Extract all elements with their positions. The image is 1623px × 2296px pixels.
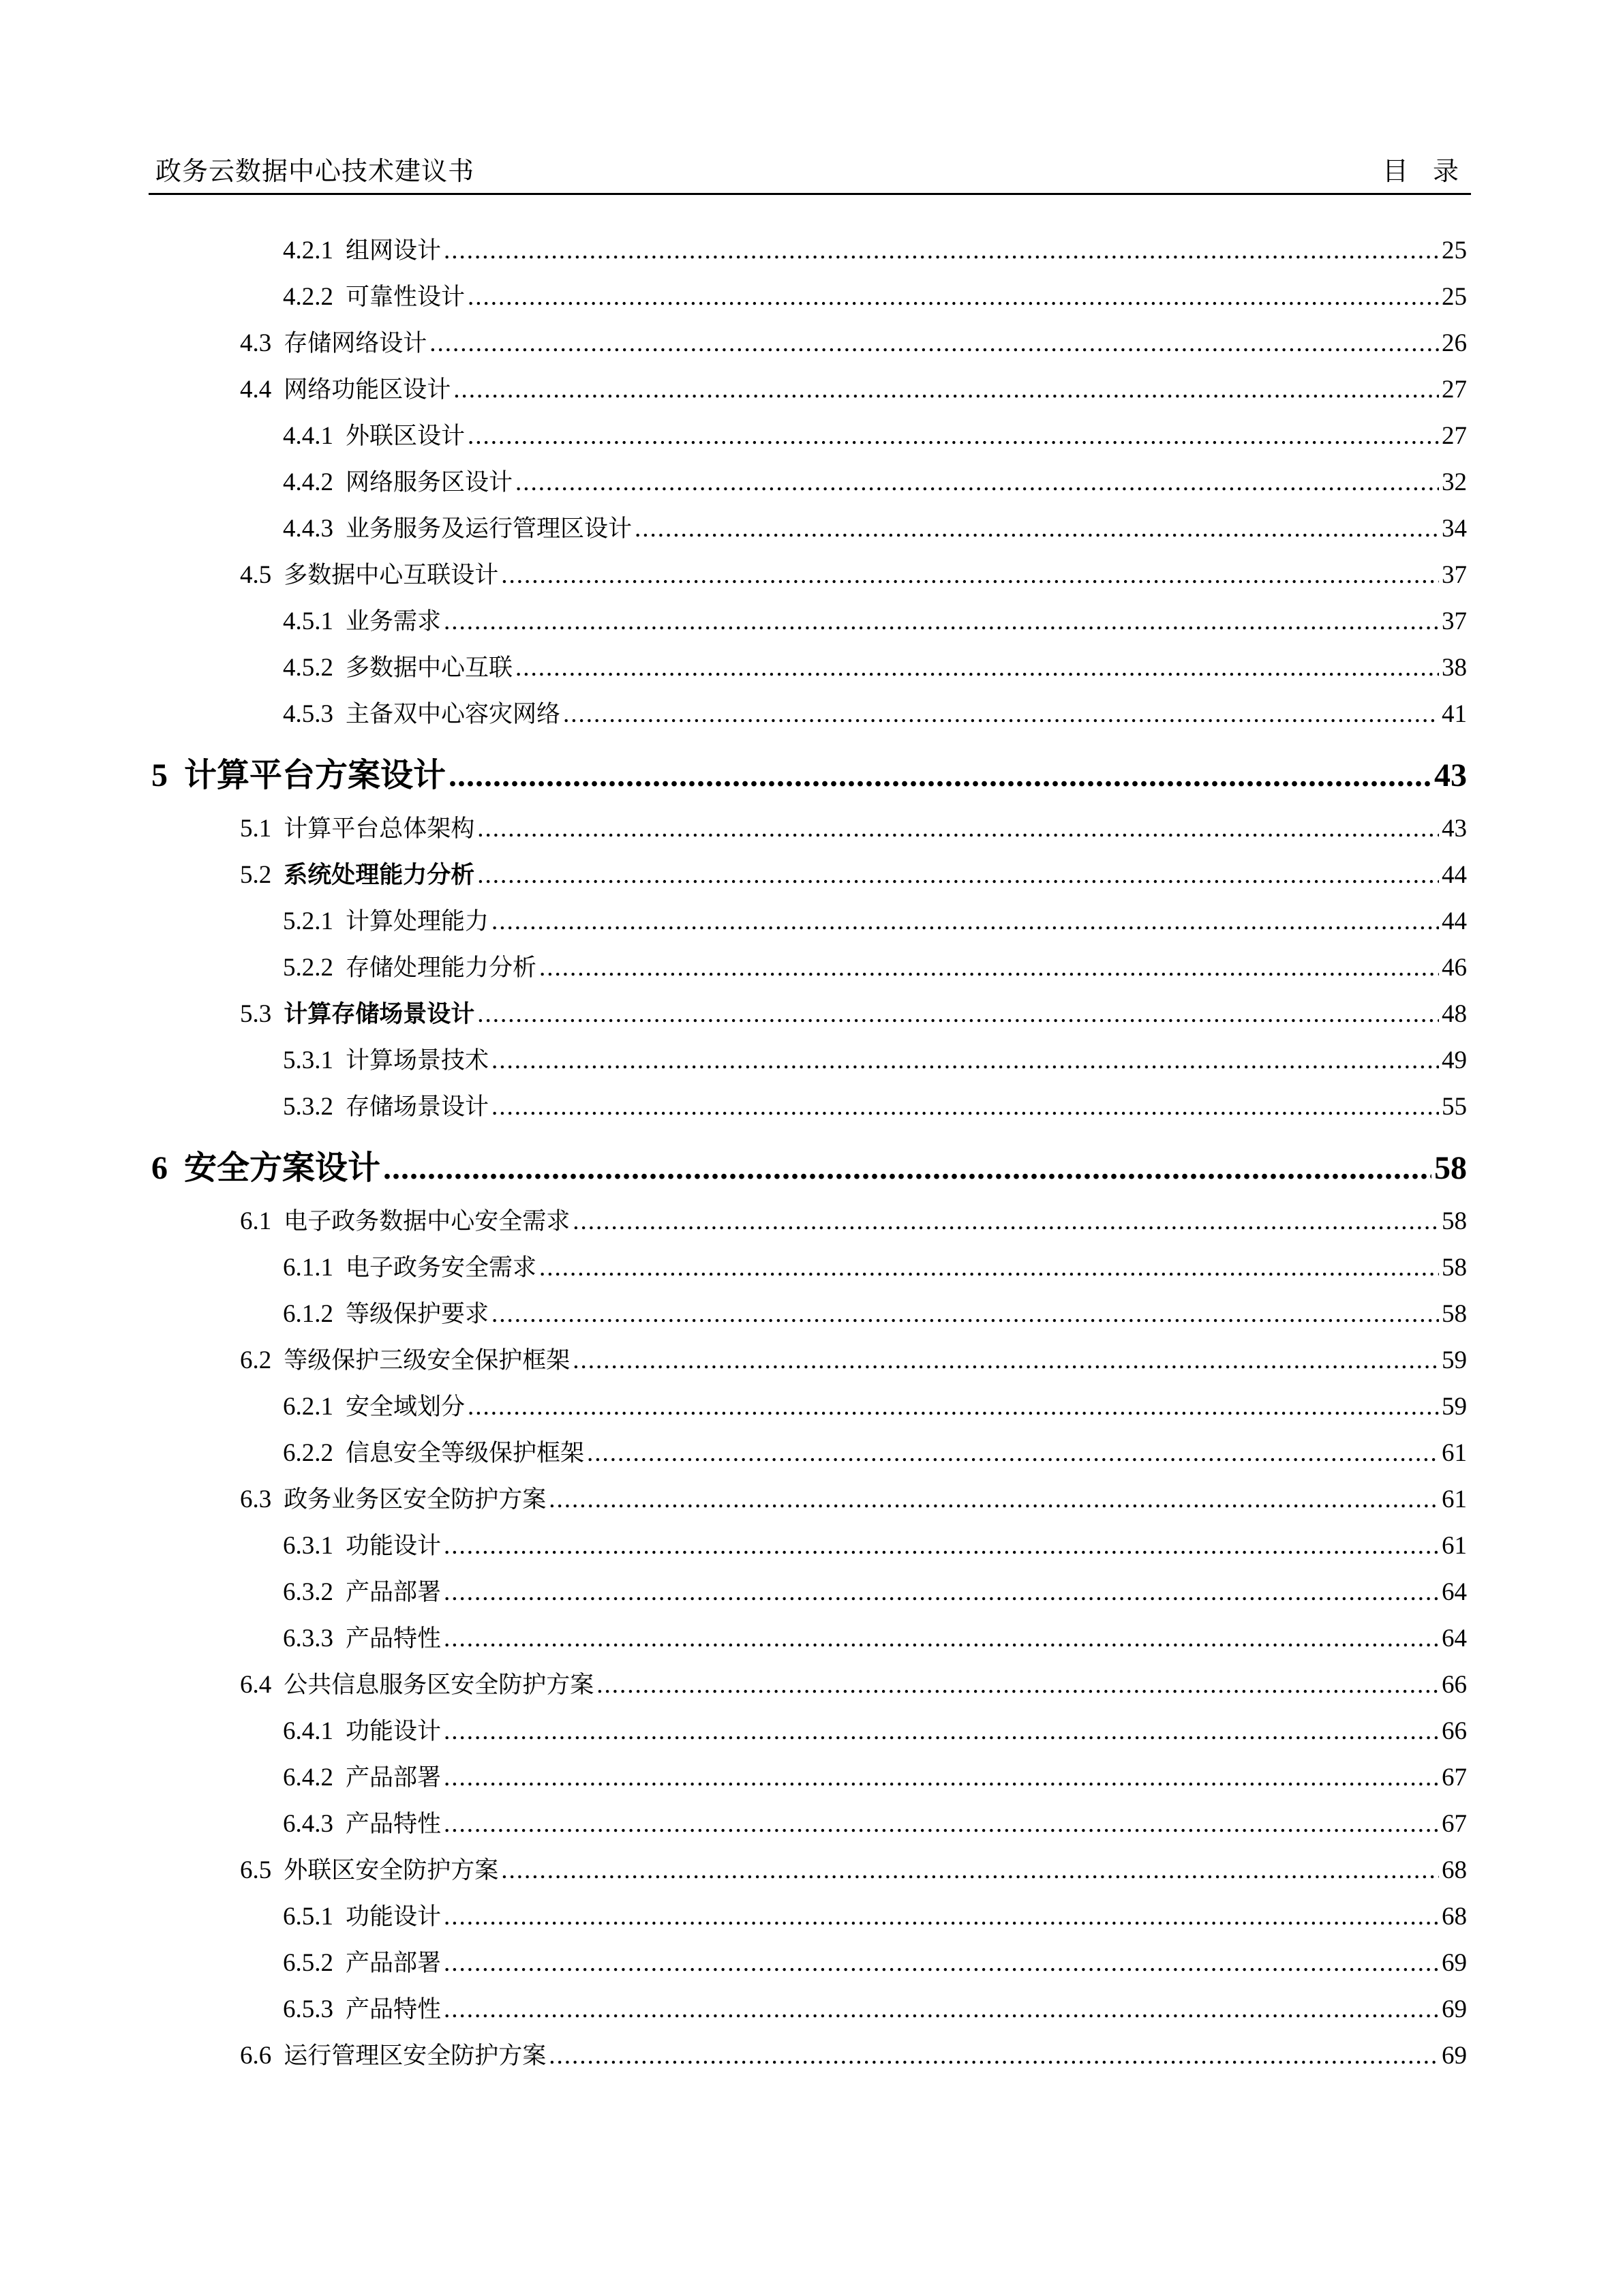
toc-entry-title: 产品部署 bbox=[346, 1579, 442, 1606]
dot-leader bbox=[501, 552, 1439, 599]
toc-entry-page-number: 61 bbox=[1442, 1485, 1467, 1513]
toc-entry-page-number: 58 bbox=[1442, 1254, 1467, 1282]
toc-entry[interactable] bbox=[151, 1384, 1467, 1430]
dot-leader bbox=[444, 599, 1439, 645]
toc-entry-number: 6.1.1 bbox=[283, 1254, 333, 1282]
toc-entry-number: 4.5.1 bbox=[283, 607, 333, 635]
toc-entry-title: 组网设计 bbox=[346, 237, 442, 265]
toc-entry-page-number: 25 bbox=[1442, 283, 1467, 311]
toc-entry-number: 6.3.2 bbox=[283, 1578, 333, 1606]
section-label-char-1: 目 bbox=[1382, 157, 1408, 186]
toc-entry-title: 产品特性 bbox=[346, 1811, 442, 1838]
toc-entry[interactable] bbox=[151, 1038, 1467, 1084]
toc-entry-page-number: 43 bbox=[1442, 815, 1467, 843]
toc-entry-page-number: 67 bbox=[1442, 1764, 1467, 1792]
toc-entry-number: 5.3.1 bbox=[283, 1046, 333, 1074]
dot-leader bbox=[477, 806, 1439, 852]
toc-entry[interactable] bbox=[151, 1430, 1467, 1477]
toc-entry-title: 存储网络设计 bbox=[284, 330, 427, 357]
toc-entry-number: 6.2 bbox=[240, 1346, 272, 1374]
toc-entry-title: 计算平台总体架构 bbox=[284, 815, 475, 843]
dot-leader bbox=[444, 1616, 1439, 1662]
toc-entry[interactable] bbox=[151, 1569, 1467, 1616]
toc-entry-page-number: 44 bbox=[1442, 861, 1467, 889]
toc-chapter-entry[interactable] bbox=[151, 744, 1467, 806]
dot-leader bbox=[444, 1987, 1439, 2033]
toc-entry-number: 6.1 bbox=[240, 1207, 272, 1235]
toc-entry-title: 产品部署 bbox=[346, 1764, 442, 1792]
toc-entry-page-number: 59 bbox=[1442, 1346, 1467, 1374]
toc-entry[interactable] bbox=[151, 806, 1467, 852]
toc-entry-page-number: 67 bbox=[1442, 1810, 1467, 1838]
toc-entry-page-number: 66 bbox=[1442, 1717, 1467, 1745]
toc-entry-page-number: 61 bbox=[1442, 1532, 1467, 1560]
toc-entry-title: 业务服务及运行管理区设计 bbox=[346, 515, 633, 543]
dot-leader bbox=[635, 506, 1439, 552]
dot-leader bbox=[444, 1801, 1439, 1847]
toc-entry-page-number: 34 bbox=[1442, 515, 1467, 543]
toc-entry-number: 5 bbox=[151, 757, 168, 794]
toc-entry[interactable] bbox=[151, 413, 1467, 459]
toc-entry-title: 网络服务区设计 bbox=[346, 469, 513, 496]
toc-entry-title: 公共信息服务区安全防护方案 bbox=[284, 1672, 594, 1699]
toc-entry-page-number: 25 bbox=[1442, 237, 1467, 265]
dot-leader bbox=[453, 367, 1439, 413]
toc-entry-number: 6.5.2 bbox=[283, 1949, 333, 1977]
toc-entry-title: 主备双中心容灾网络 bbox=[346, 701, 561, 728]
dot-leader bbox=[444, 1940, 1439, 1987]
toc-entry-number: 5.3.2 bbox=[283, 1093, 333, 1121]
toc-entry-title: 功能设计 bbox=[346, 1903, 442, 1931]
toc-entry-title: 等级保护三级安全保护框架 bbox=[284, 1347, 571, 1374]
toc-entry-page-number: 69 bbox=[1442, 1949, 1467, 1977]
toc-entry[interactable] bbox=[151, 274, 1467, 320]
toc-entry-page-number: 37 bbox=[1442, 561, 1467, 589]
toc-entry-page-number: 48 bbox=[1442, 1000, 1467, 1028]
toc-entry-title: 政务业务区安全防护方案 bbox=[284, 1486, 547, 1513]
toc-entry-number: 5.2 bbox=[240, 861, 272, 889]
page-header bbox=[149, 151, 1471, 195]
toc-entry[interactable] bbox=[151, 691, 1467, 738]
toc-entry[interactable] bbox=[151, 1708, 1467, 1755]
toc-entry-page-number: 43 bbox=[1434, 757, 1467, 794]
toc-entry[interactable] bbox=[151, 1477, 1467, 1523]
toc-entry-page-number: 37 bbox=[1442, 607, 1467, 635]
toc-entry-title: 系统处理能力分析 bbox=[284, 862, 475, 889]
section-label bbox=[1382, 157, 1459, 187]
toc-entry-number: 6.2.1 bbox=[283, 1393, 333, 1421]
dot-leader bbox=[444, 1569, 1439, 1616]
dot-leader bbox=[573, 1338, 1439, 1384]
toc-entry-number: 6.2.2 bbox=[283, 1439, 333, 1467]
dot-leader bbox=[491, 898, 1439, 945]
toc-entry[interactable] bbox=[151, 898, 1467, 945]
toc-entry-number: 4.4 bbox=[240, 376, 272, 404]
toc-entry-title: 安全方案设计 bbox=[184, 1149, 381, 1187]
toc-entry-page-number: 58 bbox=[1434, 1150, 1467, 1186]
toc-entry[interactable] bbox=[151, 1894, 1467, 1940]
toc-chapter-entry[interactable] bbox=[151, 1137, 1467, 1198]
toc-entry-number: 6.1.2 bbox=[283, 1300, 333, 1328]
toc-entry-title: 运行管理区安全防护方案 bbox=[284, 2042, 547, 2070]
toc-entry-page-number: 58 bbox=[1442, 1300, 1467, 1328]
toc-entry-page-number: 41 bbox=[1442, 700, 1467, 728]
dot-leader bbox=[596, 1662, 1439, 1708]
toc-entry-title: 计算平台方案设计 bbox=[184, 756, 446, 794]
toc-entry-title: 外联区安全防护方案 bbox=[284, 1857, 499, 1884]
dot-leader bbox=[468, 274, 1439, 320]
toc-entry[interactable] bbox=[151, 1338, 1467, 1384]
header-rule bbox=[149, 193, 1471, 195]
dot-leader bbox=[549, 1477, 1439, 1523]
toc-entry-number: 6.5.1 bbox=[283, 1903, 333, 1931]
toc-entry-number: 6.5.3 bbox=[283, 1995, 333, 2023]
toc-entry[interactable] bbox=[151, 1245, 1467, 1291]
toc-entry-title: 等级保护要求 bbox=[346, 1301, 489, 1328]
toc-entry-page-number: 49 bbox=[1442, 1046, 1467, 1074]
toc-entry-title: 多数据中心互联设计 bbox=[284, 562, 499, 589]
toc-entry-title: 存储处理能力分析 bbox=[346, 954, 537, 982]
toc-entry-number: 4.5.2 bbox=[283, 654, 333, 682]
dot-leader bbox=[515, 459, 1439, 506]
toc-entry-number: 5.2.1 bbox=[283, 907, 333, 935]
toc-entry-number: 4.2.2 bbox=[283, 283, 333, 311]
toc-entry[interactable] bbox=[151, 1940, 1467, 1987]
toc-entry[interactable] bbox=[151, 599, 1467, 645]
toc-entry-number: 4.4.3 bbox=[283, 515, 333, 543]
toc-entry[interactable] bbox=[151, 645, 1467, 691]
toc-entry[interactable] bbox=[151, 991, 1467, 1038]
toc-entry-page-number: 55 bbox=[1442, 1093, 1467, 1121]
toc-entry-page-number: 38 bbox=[1442, 654, 1467, 682]
toc-entry-page-number: 68 bbox=[1442, 1903, 1467, 1931]
toc-entry-title: 存储场景设计 bbox=[346, 1093, 489, 1121]
dot-leader bbox=[444, 228, 1439, 274]
dot-leader bbox=[444, 1894, 1439, 1940]
document-title: 政务云数据中心技术建议书 bbox=[155, 157, 475, 186]
toc-entry-number: 4.4.2 bbox=[283, 468, 333, 496]
dot-leader bbox=[477, 991, 1439, 1038]
toc-entry-page-number: 64 bbox=[1442, 1578, 1467, 1606]
toc-entry[interactable] bbox=[151, 1084, 1467, 1130]
toc-entry[interactable] bbox=[151, 945, 1467, 991]
toc-entry-number: 6.3.3 bbox=[283, 1625, 333, 1652]
toc-entry[interactable] bbox=[151, 320, 1467, 367]
toc-entry[interactable] bbox=[151, 1198, 1467, 1245]
dot-leader bbox=[444, 1708, 1439, 1755]
toc-entry[interactable] bbox=[151, 367, 1467, 413]
toc-entry-page-number: 27 bbox=[1442, 376, 1467, 404]
toc-entry-page-number: 69 bbox=[1442, 2042, 1467, 2070]
dot-leader bbox=[468, 1384, 1439, 1430]
dot-leader bbox=[515, 645, 1439, 691]
toc-entry[interactable] bbox=[151, 1291, 1467, 1338]
toc-entry-number: 4.5 bbox=[240, 561, 272, 589]
toc-entry[interactable] bbox=[151, 1847, 1467, 1894]
toc-entry-number: 6.3 bbox=[240, 1485, 272, 1513]
toc-entry-number: 6.3.1 bbox=[283, 1532, 333, 1560]
dot-leader bbox=[563, 691, 1439, 738]
toc-entry-number: 6.5 bbox=[240, 1856, 272, 1884]
dot-leader bbox=[444, 1755, 1439, 1801]
toc-entry-title: 计算处理能力 bbox=[346, 908, 489, 935]
toc-entry[interactable] bbox=[151, 1662, 1467, 1708]
toc-entry-page-number: 26 bbox=[1442, 329, 1467, 357]
toc-entry-number: 4.3 bbox=[240, 329, 272, 357]
toc-entry-title: 计算场景技术 bbox=[346, 1047, 489, 1074]
toc-entry-title: 外联区设计 bbox=[346, 423, 466, 450]
toc-entry-page-number: 69 bbox=[1442, 1995, 1467, 2023]
toc-entry[interactable] bbox=[151, 506, 1467, 552]
toc-entry-number: 6.6 bbox=[240, 2042, 272, 2070]
toc-entry-title: 业务需求 bbox=[346, 608, 442, 635]
toc-entry-page-number: 27 bbox=[1442, 422, 1467, 450]
toc-entry-number: 6.4.1 bbox=[283, 1717, 333, 1745]
toc-entry-number: 6.4.2 bbox=[283, 1764, 333, 1792]
toc-entry-page-number: 58 bbox=[1442, 1207, 1467, 1235]
toc-entry-title: 功能设计 bbox=[346, 1718, 442, 1745]
toc-entry[interactable] bbox=[151, 1616, 1467, 1662]
toc-entry-number: 6.4.3 bbox=[283, 1810, 333, 1838]
toc-entry[interactable] bbox=[151, 1755, 1467, 1801]
dot-leader bbox=[539, 1245, 1439, 1291]
dot-leader bbox=[549, 2033, 1439, 2079]
toc-entry[interactable] bbox=[151, 228, 1467, 274]
toc-entry-number: 5.3 bbox=[240, 1000, 272, 1028]
section-label-char-2: 录 bbox=[1432, 157, 1459, 186]
toc-entry[interactable] bbox=[151, 852, 1467, 898]
dot-leader bbox=[491, 1291, 1439, 1338]
toc-entry-title: 安全域划分 bbox=[346, 1393, 466, 1421]
toc-entry-number: 6.4 bbox=[240, 1671, 272, 1699]
toc-entry-title: 电子政务安全需求 bbox=[346, 1254, 537, 1282]
toc-entry-number: 6 bbox=[151, 1150, 168, 1186]
dot-leader bbox=[573, 1198, 1439, 1245]
toc-entry-number: 5.1 bbox=[240, 815, 272, 843]
toc-entry-title: 电子政务数据中心安全需求 bbox=[284, 1208, 571, 1235]
dot-leader bbox=[468, 413, 1439, 459]
toc-entry-page-number: 32 bbox=[1442, 468, 1467, 496]
dot-leader bbox=[539, 945, 1439, 991]
toc-entry[interactable] bbox=[151, 1523, 1467, 1569]
dot-leader bbox=[449, 745, 1431, 806]
toc-entry-number: 4.4.1 bbox=[283, 422, 333, 450]
toc-entry-title: 产品部署 bbox=[346, 1950, 442, 1977]
table-of-contents bbox=[151, 228, 1467, 2079]
toc-entry[interactable] bbox=[151, 2033, 1467, 2079]
toc-entry-number: 4.5.3 bbox=[283, 700, 333, 728]
dot-leader bbox=[491, 1038, 1439, 1084]
toc-entry-number: 4.2.1 bbox=[283, 237, 333, 265]
dot-leader bbox=[444, 1523, 1439, 1569]
toc-entry[interactable] bbox=[151, 1801, 1467, 1847]
toc-entry-title: 功能设计 bbox=[346, 1532, 442, 1560]
toc-entry-title: 多数据中心互联 bbox=[346, 654, 513, 682]
toc-entry-title: 信息安全等级保护框架 bbox=[346, 1440, 585, 1467]
dot-leader bbox=[491, 1084, 1439, 1130]
toc-entry-page-number: 44 bbox=[1442, 907, 1467, 935]
toc-entry-page-number: 66 bbox=[1442, 1671, 1467, 1699]
toc-entry-page-number: 64 bbox=[1442, 1625, 1467, 1652]
toc-entry-title: 计算存储场景设计 bbox=[284, 1001, 475, 1028]
toc-entry-title: 可靠性设计 bbox=[346, 284, 466, 311]
dot-leader bbox=[587, 1430, 1439, 1477]
toc-entry[interactable] bbox=[151, 1987, 1467, 2033]
toc-entry-title: 产品特性 bbox=[346, 1996, 442, 2023]
toc-entry-title: 网络功能区设计 bbox=[284, 376, 451, 404]
dot-leader bbox=[429, 320, 1439, 367]
toc-entry[interactable] bbox=[151, 459, 1467, 506]
toc-entry-number: 5.2.2 bbox=[283, 954, 333, 982]
toc-entry-page-number: 61 bbox=[1442, 1439, 1467, 1467]
dot-leader bbox=[501, 1847, 1439, 1894]
toc-entry-page-number: 59 bbox=[1442, 1393, 1467, 1421]
dot-leader bbox=[477, 852, 1439, 898]
toc-entry-page-number: 68 bbox=[1442, 1856, 1467, 1884]
dot-leader bbox=[383, 1138, 1431, 1199]
toc-entry[interactable] bbox=[151, 552, 1467, 599]
toc-entry-title: 产品特性 bbox=[346, 1625, 442, 1652]
toc-entry-page-number: 46 bbox=[1442, 954, 1467, 982]
